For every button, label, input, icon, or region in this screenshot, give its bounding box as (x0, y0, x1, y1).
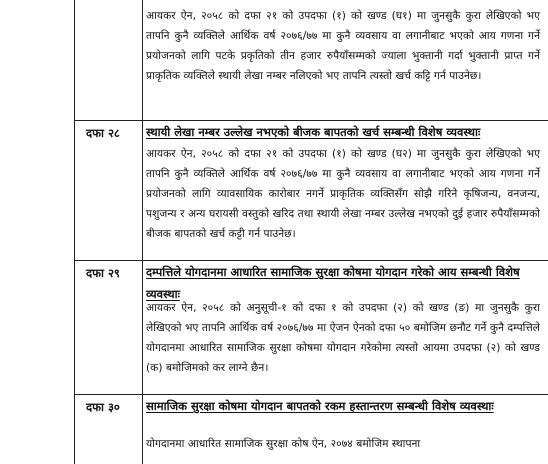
section-number: दफा २८ (86, 126, 120, 140)
section-body: आयकर ऐन, २०५८ को अनुसूची-१ को दफा १ को उपदफा (२) को खण्ड (ङ) मा जुनसुकै कुरा लेखिएको भए तापनि आर्थिक वर्ष २०७६/७७ मा ऐजन ऐनको दफा ५० बमोजिम छनौट गर्ने कुनै दम्पत्तिले योगदानमा आधारित सामाजिक सुरक्षा कोषमा योगदान गरेकोमा त्यस्तो आयमा उपदफा (२) को खण्ड (क) बमोजिमको कर लाग्ने छैन। (146, 302, 540, 374)
section-heading: सामाजिक सुरक्षा कोषमा योगदान बापतको रकम हस्तान्तरण सम्बन्धी विशेष व्यवस्थाः (146, 399, 494, 413)
section-heading: स्थायी लेखा नम्बर उल्लेख नभएको बीजक बापतको खर्च सम्बन्धी विशेष व्यवस्थाः (146, 125, 481, 139)
section-number: दफा ३० (86, 400, 120, 414)
section-body: आयकर ऐन, २०५८ को दफा २१ को उपदफा (१) को खण्ड (घ१) मा जुनसुकै कुरा लेखिएको भए तापनि कुनै व्यक्तिले आर्थिक वर्ष २०७६/७७ मा कुनै व्यवसाय वा लगानीबाट भएको आय गणना गर्ने प्रयोजनको लागि पटके प्रकृतिको तीन हजार रुपैयाँसम्मको ज्याला भुक्तानी गर्दा भुक्तानी प्राप्त गर्ने प्राकृतिक व्यक्तिले स्थायी लेखा नम्बर नलिएको भए तापनि त्यस्तो खर्च कट्टि गर्न पाउनेछ। (146, 10, 540, 82)
section-body: आयकर ऐन, २०५८ को दफा २१ को उपदफा (१) को खण्ड (घ२) मा जुनसुकै कुरा लेखिएको भए तापनि कुनै व्यक्तिले आर्थिक वर्ष २०७६/७७ मा कुनै व्यवसाय वा लगानीबाट भएको आय गणना गर्ने प्रयोजनको लागि व्यावसायिक कारोबार नगर्ने प्राकृतिक व्यक्तिसँग सोझै गरिने कृषिजन्य, वनजन्य, पशुजन्य र अन्य घरायसी वस्तुको खरिद तथा स्थायी लेखा नम्बर उल्लेख नभएको दुई हजार रुपैयाँसम्मको बीजक बापतको खर्च कट्टी गर्न पाउनेछ। (146, 148, 540, 240)
section-number: दफा २९ (86, 266, 120, 280)
section-body: योगदानमा आधारित सामाजिक सुरक्षा कोष ऐन, २०७४ बमोजिम स्थापना (146, 438, 421, 450)
section-heading: दम्पत्तिले योगदानमा आधारित सामाजिक सुरक्षा कोषमा योगदान गरेको आय सम्बन्धी विशेष व्यवस्थाः (146, 265, 520, 301)
